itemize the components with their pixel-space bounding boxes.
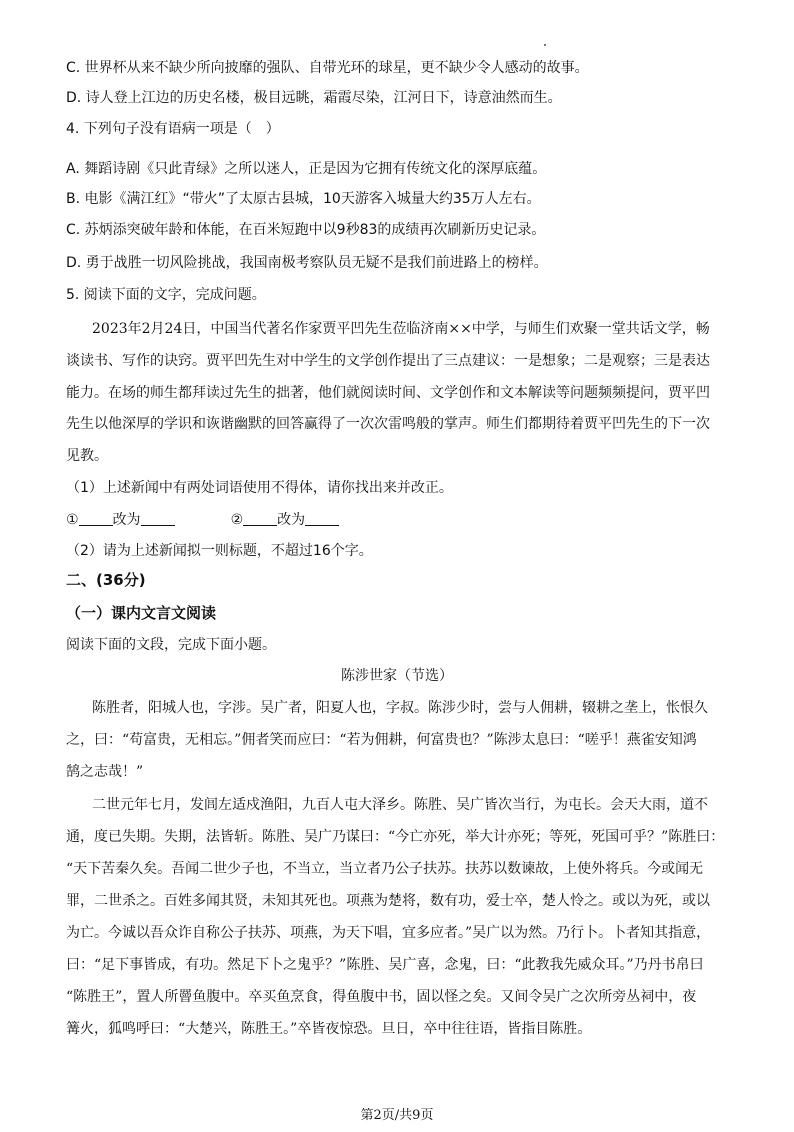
answer-blanks-row	[66, 510, 746, 530]
blank2-change-label: 改为	[277, 512, 306, 528]
news-line-2: 谈读书、写作的诀窍。贾平凹先生对中学生的文学创作提出了三点建议：一是想象；二是观察；三是表达	[66, 353, 710, 369]
page-footer: 第2页/共9页	[360, 1108, 434, 1123]
q4-option-a: A. 舞蹈诗剧《只此青绿》之所以迷人，正是因为它拥有传统文化的深厚底蕴。	[66, 161, 547, 177]
blank2-original[interactable]	[243, 511, 277, 526]
q3-option-c: C. 世界杯从来不缺少所向披靡的强队、自带光环的球星，更不缺少令人感动的故事。	[66, 60, 589, 76]
passage-line-1: 陈胜者，阳城人也，字涉。吴广者，阳夏人也，字叔。陈涉少时，尝与人佣耕，辍耕之垄上，怅恨久	[92, 700, 708, 716]
news-line-5: 见教。	[66, 448, 108, 464]
scan-speck	[544, 44, 546, 46]
blank2-correction[interactable]	[305, 511, 339, 526]
q5-sub1: （1）上述新闻中有两处词语使用不得体，请你找出来并改正。	[66, 480, 453, 496]
q4-stem: 4. 下列句子没有语病一项是（ ）	[66, 121, 280, 137]
q4-option-b: B. 电影《满江红》“带火”了太原古县城，10天游客入城量大约35万人左右。	[66, 191, 541, 207]
section2-instruction: 阅读下面的文段，完成下面小题。	[66, 637, 276, 653]
blank1-original[interactable]	[79, 511, 113, 526]
passage-line-10: “陈胜王”，置人所罾鱼腹中。卒买鱼烹食，得鱼腹中书，固以怪之矣。又间令吴广之次所旁丛祠中，夜	[66, 989, 697, 1005]
q5-stem: 5. 阅读下面的文字，完成问题。	[66, 287, 266, 303]
q4-option-c: C. 苏炳添突破年龄和体能，在百米短跑中以9秒83的成绩再次刷新历史记录。	[66, 222, 546, 238]
passage-line-3: 鹄之志哉！”	[66, 764, 144, 780]
passage-line-8: 为亡。今诚以吾众诈自称公子扶苏、项燕，为天下唱，宜多应者。”吴广以为然。乃行卜。卜者知其指意，	[66, 925, 711, 941]
q3-option-d: D. 诗人登上江边的历史名楼，极目远眺，霜霞尽染，江河日下，诗意油然而生。	[66, 90, 562, 106]
passage-line-4: 二世元年七月，发闾左适戍渔阳，九百人屯大泽乡。陈胜、吴广皆次当行，为屯长。会天大雨，道不	[92, 797, 708, 813]
passage-line-9: 曰：“足下事皆成，有功。然足下卜之鬼乎？”陈胜、吴广喜，念鬼，曰：“此教我先威众耳。”乃丹书帛曰	[66, 957, 704, 973]
passage-line-11: 篝火，狐鸣呼曰：“大楚兴，陈胜王。”卒皆夜惊恐。旦日，卒中往往语，皆指目陈胜。	[66, 1021, 592, 1037]
passage-line-5: 通，度已失期。失期，法皆斩。陈胜、吴广乃谋曰：“今亡亦死，举大计亦死；等死，死国可乎？”陈胜曰：	[66, 829, 725, 845]
passage-line-7: 罪，二世杀之。百姓多闻其贤，未知其死也。项燕为楚将，数有功，爱士卒，楚人怜之。或以为死，或以	[66, 893, 710, 909]
blank1-number: ①	[66, 512, 79, 528]
section2-sub-heading: （一）课内文言文阅读	[66, 604, 217, 622]
section2-heading: 二、(36分)	[66, 571, 146, 589]
passage-line-6: “天下苦秦久矣。吾闻二世少子也，不当立，当立者乃公子扶苏。扶苏以数谏故，上使外将兵。今或闻无	[66, 861, 704, 877]
news-line-4: 先生以他深厚的学识和诙谐幽默的回答赢得了一次次雷鸣般的掌声。师生们都期待着贾平凹先生的下一次	[66, 416, 710, 432]
passage-title: 陈涉世家（节选）	[341, 668, 453, 684]
blank1-change-label: 改为	[112, 512, 141, 528]
blank1-correction[interactable]	[141, 511, 175, 526]
q5-sub2: （2）请为上述新闻拟一则标题，不超过16个字。	[66, 543, 373, 559]
news-line-1: 2023年2月24日，中国当代著名作家贾平凹先生莅临济南××中学，与师生们欢聚一堂共话文学，畅	[92, 321, 710, 337]
blank2-number: ②	[230, 512, 244, 528]
passage-line-2: 之，曰：“苟富贵，无相忘。”佣者笑而应曰：“若为佣耕，何富贵也？”陈涉太息曰：“嗟乎！燕雀安知鸿	[66, 732, 697, 748]
q4-option-d: D. 勇于战胜一切风险挑战，我国南极考察队员无疑不是我们前进路上的榜样。	[66, 255, 548, 271]
news-line-3: 能力。在场的师生都拜读过先生的拙著，他们就阅读时间、文学创作和文本解读等问题频频提问，贾平凹	[66, 385, 710, 401]
